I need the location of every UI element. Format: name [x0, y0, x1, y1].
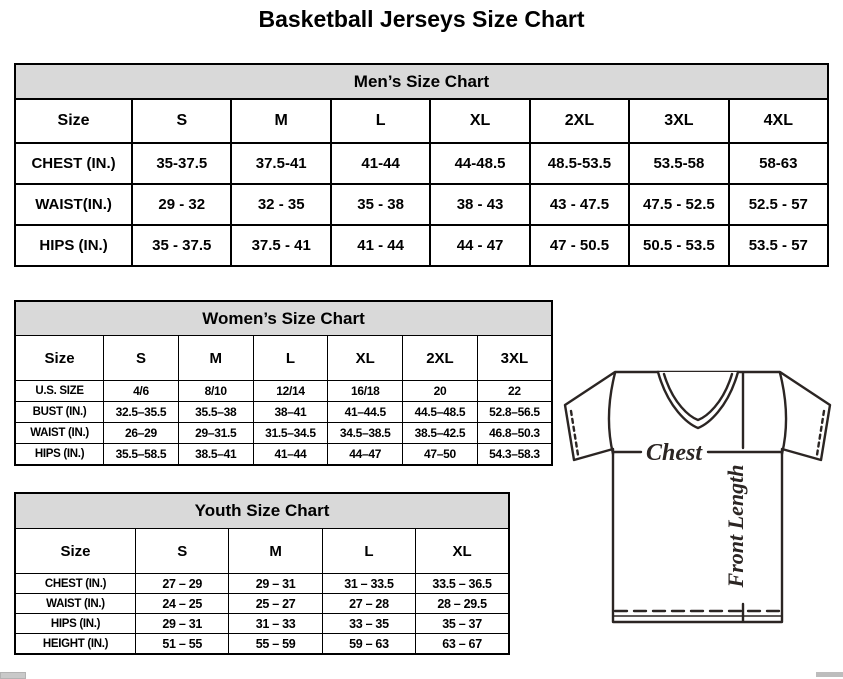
womens-cell: 20 [403, 381, 478, 402]
youth-cell: 35 – 37 [416, 614, 509, 634]
youth-row-label: HIPS (IN.) [15, 614, 136, 634]
womens-col-header: 2XL [403, 336, 478, 381]
womens-cell: 41–44 [253, 444, 328, 466]
jersey-measurement-diagram [558, 364, 840, 636]
womens-header-row [15, 336, 552, 381]
table-row [15, 634, 509, 655]
youth-cell: 63 – 67 [416, 634, 509, 655]
table-row [15, 614, 509, 634]
mens-cell: 35-37.5 [132, 143, 231, 184]
table-row [15, 225, 828, 266]
womens-col-header: XL [328, 336, 403, 381]
womens-row-label: HIPS (IN.) [15, 444, 104, 466]
mens-cell: 58-63 [729, 143, 828, 184]
womens-row-label: BUST (IN.) [15, 402, 104, 423]
mens-cell: 37.5-41 [231, 143, 330, 184]
womens-col-header: Size [15, 336, 104, 381]
mens-cell: 29 - 32 [132, 184, 231, 225]
mens-cell: 35 - 37.5 [132, 225, 231, 266]
mens-cell: 47.5 - 52.5 [629, 184, 728, 225]
womens-cell: 54.3–58.3 [477, 444, 552, 466]
womens-cell: 47–50 [403, 444, 478, 466]
womens-cell: 46.8–50.3 [477, 423, 552, 444]
womens-cell: 44–47 [328, 444, 403, 466]
youth-row-label: HEIGHT (IN.) [15, 634, 136, 655]
mens-header-row [15, 99, 828, 143]
womens-cell: 41–44.5 [328, 402, 403, 423]
mens-col-header: L [331, 99, 430, 143]
horizontal-scrollbar-fragment-right[interactable] [816, 672, 843, 677]
womens-cell: 32.5–35.5 [104, 402, 179, 423]
mens-row-label: HIPS (IN.) [15, 225, 132, 266]
mens-col-header: S [132, 99, 231, 143]
table-row [15, 594, 509, 614]
youth-cell: 25 – 27 [229, 594, 322, 614]
horizontal-scrollbar-fragment-left[interactable] [0, 672, 26, 679]
womens-cell: 31.5–34.5 [253, 423, 328, 444]
womens-row-label: WAIST (IN.) [15, 423, 104, 444]
youth-cell: 59 – 63 [322, 634, 415, 655]
mens-cell: 52.5 - 57 [729, 184, 828, 225]
youth-cell: 28 – 29.5 [416, 594, 509, 614]
womens-table-title: Women’s Size Chart [15, 301, 552, 336]
table-row [15, 423, 552, 444]
womens-col-header: 3XL [477, 336, 552, 381]
youth-col-header: XL [416, 529, 509, 574]
youth-cell: 31 – 33 [229, 614, 322, 634]
mens-cell: 32 - 35 [231, 184, 330, 225]
mens-cell: 38 - 43 [430, 184, 529, 225]
youth-cell: 33.5 – 36.5 [416, 574, 509, 594]
womens-row-label: U.S. SIZE [15, 381, 104, 402]
womens-cell: 52.8–56.5 [477, 402, 552, 423]
womens-col-header: L [253, 336, 328, 381]
womens-col-header: M [178, 336, 253, 381]
mens-cell: 37.5 - 41 [231, 225, 330, 266]
table-row [15, 574, 509, 594]
mens-col-header: Size [15, 99, 132, 143]
womens-cell: 38.5–42.5 [403, 423, 478, 444]
youth-table-title: Youth Size Chart [15, 493, 509, 529]
youth-col-header: Size [15, 529, 136, 574]
womens-cell: 44.5–48.5 [403, 402, 478, 423]
womens-cell: 38.5–41 [178, 444, 253, 466]
youth-cell: 24 – 25 [136, 594, 229, 614]
youth-cell: 31 – 33.5 [322, 574, 415, 594]
womens-cell: 29–31.5 [178, 423, 253, 444]
mens-cell: 53.5-58 [629, 143, 728, 184]
youth-cell: 33 – 35 [322, 614, 415, 634]
mens-col-header: 2XL [530, 99, 629, 143]
table-row [15, 402, 552, 423]
womens-cell: 22 [477, 381, 552, 402]
mens-col-header: XL [430, 99, 529, 143]
mens-cell: 48.5-53.5 [530, 143, 629, 184]
womens-cell: 34.5–38.5 [328, 423, 403, 444]
mens-cell: 53.5 - 57 [729, 225, 828, 266]
youth-cell: 29 – 31 [136, 614, 229, 634]
mens-col-header: 3XL [629, 99, 728, 143]
mens-cell: 44 - 47 [430, 225, 529, 266]
womens-cell: 35.5–38 [178, 402, 253, 423]
mens-size-table [14, 63, 829, 267]
mens-cell: 44-48.5 [430, 143, 529, 184]
womens-cell: 8/10 [178, 381, 253, 402]
table-row [15, 184, 828, 225]
mens-cell: 43 - 47.5 [530, 184, 629, 225]
youth-row-label: CHEST (IN.) [15, 574, 136, 594]
mens-col-header: M [231, 99, 330, 143]
jersey-diagram-svg [558, 364, 840, 636]
mens-cell: 50.5 - 53.5 [629, 225, 728, 266]
mens-col-header: 4XL [729, 99, 828, 143]
youth-col-header: S [136, 529, 229, 574]
mens-cell: 35 - 38 [331, 184, 430, 225]
womens-cell: 26–29 [104, 423, 179, 444]
womens-cell: 35.5–58.5 [104, 444, 179, 466]
mens-row-label: CHEST (IN.) [15, 143, 132, 184]
womens-cell: 12/14 [253, 381, 328, 402]
youth-row-label: WAIST (IN.) [15, 594, 136, 614]
youth-size-table [14, 492, 510, 655]
youth-cell: 51 – 55 [136, 634, 229, 655]
page-title: Basketball Jerseys Size Chart [258, 6, 585, 32]
womens-cell: 38–41 [253, 402, 328, 423]
womens-cell: 16/18 [328, 381, 403, 402]
womens-cell: 4/6 [104, 381, 179, 402]
youth-col-header: L [322, 529, 415, 574]
youth-header-row [15, 529, 509, 574]
table-row [15, 444, 552, 466]
youth-col-header: M [229, 529, 322, 574]
mens-cell: 41-44 [331, 143, 430, 184]
table-row [15, 143, 828, 184]
womens-col-header: S [104, 336, 179, 381]
front-length-measurement-label: Front Length [723, 464, 748, 588]
mens-cell: 47 - 50.5 [530, 225, 629, 266]
mens-cell: 41 - 44 [331, 225, 430, 266]
womens-size-table [14, 300, 553, 466]
mens-table-title: Men’s Size Chart [15, 64, 828, 99]
youth-cell: 27 – 29 [136, 574, 229, 594]
mens-row-label: WAIST(IN.) [15, 184, 132, 225]
table-row [15, 381, 552, 402]
youth-cell: 55 – 59 [229, 634, 322, 655]
chest-measurement-label: Chest [645, 440, 703, 466]
youth-cell: 27 – 28 [322, 594, 415, 614]
youth-cell: 29 – 31 [229, 574, 322, 594]
